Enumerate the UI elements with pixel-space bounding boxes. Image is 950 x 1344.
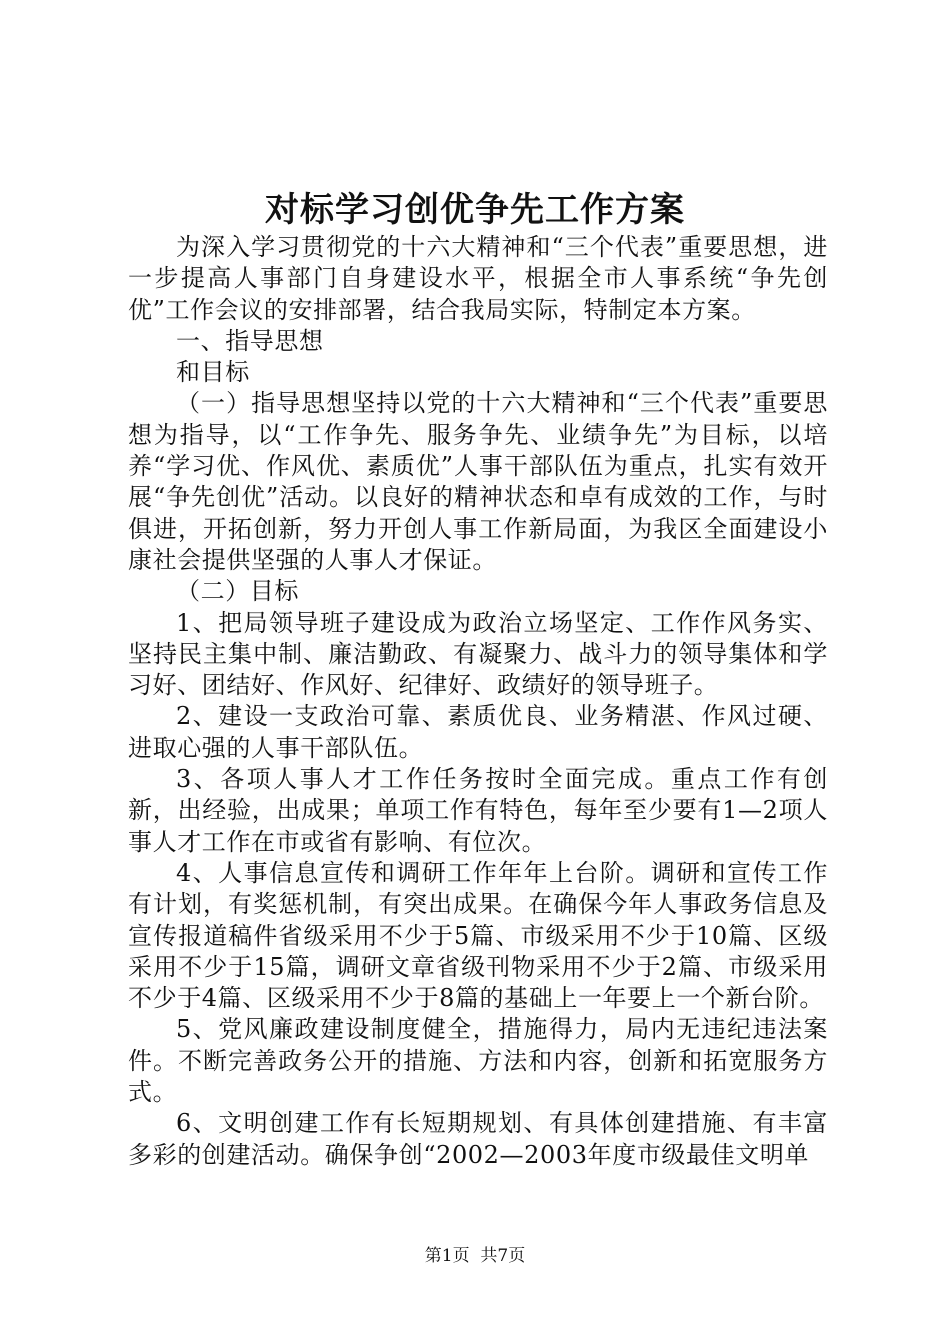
goal-item-5: 5、党风廉政建设制度健全，措施得力，局内无违纪违法案件。不断完善政务公开的措施、方法和内容，创新和拓宽服务方式。 — [128, 1015, 828, 1107]
section-heading-guiding-thought: 一、指导思想 — [176, 326, 324, 355]
page-footer: 第1页 共7页 — [424, 1246, 526, 1266]
subsection-heading-goals: （二）目标 — [176, 577, 299, 606]
document-body — [128, 232, 828, 1171]
document-title: 对标学习创优争先工作方案 — [265, 190, 685, 230]
goal-item-6: 6、文明创建工作有长短期规划、有具体创建措施、有丰富多彩的创建活动。确保争创“2002—2003年度市级最佳文明单 — [128, 1109, 828, 1169]
section-heading-continuation: 和目标 — [176, 358, 250, 387]
goal-item-2: 2、建设一支政治可靠、素质优良、业务精湛、作风过硬、进取心强的人事干部队伍。 — [128, 702, 828, 762]
goal-item-4: 4、人事信息宣传和调研工作年年上台阶。调研和宣传工作有计划，有奖惩机制，有突出成果。在确保今年人事政务信息及宣传报道稿件省级采用不少于5篇、市级采用不少于10篇、区级采用不少于15篇，调研文章省级刊物采用不少于2篇、市级采用不少于4篇、区级采用不少于8篇的基础上一年要上一个新台阶。 — [128, 858, 828, 1013]
paragraph-guiding-thought: （一）指导思想坚持以党的十六大精神和“三个代表”重要思想为指导，以“工作争先、服务争先、业绩争先”为目标，以培养“学习优、作风优、素质优”人事干部队伍为重点，扎实有效开展“争先创优”活动。以良好的精神状态和卓有成效的工作，与时俱进，开拓创新，努力开创人事工作新局面，为我区全面建设小康社会提供坚强的人事人才保证。 — [128, 389, 828, 574]
goal-item-3: 3、各项人事人才工作任务按时全面完成。重点工作有创新，出经验，出成果；单项工作有特色，每年至少要有1—2项人事人才工作在市或省有影响、有位次。 — [128, 765, 828, 856]
paragraph-intro: 为深入学习贯彻党的十六大精神和“三个代表”重要思想，进一步提高人事部门自身建设水平，根据全市人事系统“争先创优”工作会议的安排部署，结合我局实际，特制定本方案。 — [128, 233, 828, 324]
goal-item-1: 1、把局领导班子建设成为政治立场坚定、工作作风务实、坚持民主集中制、廉洁勤政、有凝聚力、战斗力的领导集体和学习好、团结好、作风好、纪律好、政绩好的领导班子。 — [128, 608, 828, 700]
